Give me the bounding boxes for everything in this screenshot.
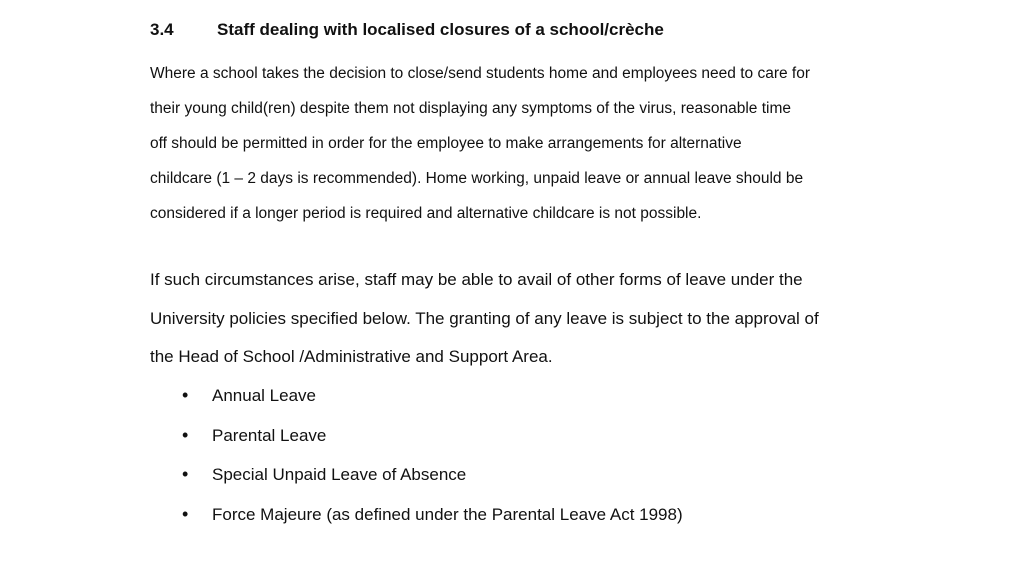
leave-options-paragraph	[150, 261, 930, 377]
paragraph-line: University policies specified below. The granting of any leave is subject to the approval of	[150, 308, 819, 328]
paragraph-line: considered if a longer period is required and alternative childcare is not possible.	[150, 205, 702, 222]
list-item-label: Force Majeure (as defined under the Parental Leave Act 1998)	[212, 504, 683, 524]
bullet-icon: •	[182, 464, 189, 484]
paragraph-line: the Head of School /Administrative and Support Area.	[150, 347, 553, 366]
paragraph-line: off should be permitted in order for the employee to make arrangements for alternative	[150, 135, 742, 152]
paragraph-line: If such circumstances arise, staff may be able to avail of other forms of leave under the	[150, 270, 803, 289]
list-item-label: Annual Leave	[212, 386, 316, 405]
paragraph-line: their young child(ren) despite them not displaying any symptoms of the virus, reasonable time	[150, 100, 791, 117]
section-number: 3.4	[150, 20, 174, 39]
bullet-icon: •	[182, 424, 189, 445]
paragraph-line: Where a school takes the decision to close/send students home and employees need to care for	[150, 65, 810, 82]
closure-policy-paragraph	[150, 56, 910, 231]
list-item-label: Parental Leave	[212, 425, 327, 445]
list-item-label: Special Unpaid Leave of Absence	[212, 465, 467, 484]
section-title: Staff dealing with localised closures of a school/crèche	[217, 20, 664, 39]
bullet-icon: •	[182, 385, 189, 405]
bullet-icon: •	[182, 503, 189, 524]
paragraph-line: childcare (1 – 2 days is recommended). Home working, unpaid leave or annual leave should be	[150, 170, 804, 187]
